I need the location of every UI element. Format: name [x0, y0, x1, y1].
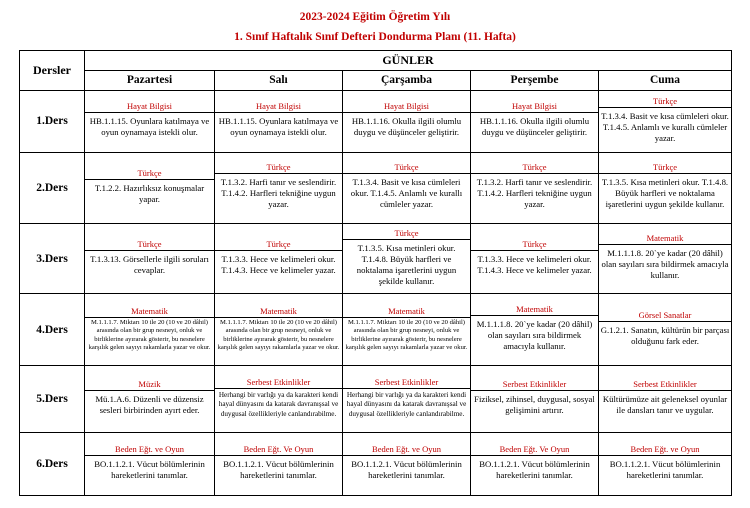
subject-label: Türkçe — [343, 228, 470, 240]
days-header: GÜNLER — [85, 51, 732, 71]
outcome-text: HB.1.1.16. Okulla ilgili olumlu duygu ve düşünceler geliştirir. — [351, 116, 462, 138]
lessons-header: Dersler — [20, 51, 85, 91]
subject-label: Beden Eğt. Ve Oyun — [471, 444, 598, 456]
plan-cell — [471, 432, 599, 495]
subject-label: Serbest Etkinlikler — [471, 379, 598, 391]
day-header-thursday: Perşembe — [471, 70, 599, 90]
subject-label: Türkçe — [215, 239, 342, 251]
plan-cell — [215, 432, 343, 495]
subject-label: Matematik — [343, 306, 470, 318]
plan-cell — [471, 152, 599, 223]
subject-label: Görsel Sanatlar — [599, 310, 731, 322]
plan-cell — [85, 152, 215, 223]
outcome-text: T.1.3.3. Hece ve kelimeleri okur. T.1.4.3. Hece ve kelimeler yazar. — [221, 253, 336, 275]
outcome-text: M.1.1.1.7. Miktarı 10 ile 20 (10 ve 20 dâhil) arasında olan bir grup nesneyi, onluk ve birliklerine ayırarak gösterir, bu nesnelere karşılık gelen sayıyı rakamlarla yazar ve okur. — [345, 318, 468, 352]
subject-label: Türkçe — [471, 239, 598, 251]
plan-cell — [215, 365, 343, 432]
lesson-row-3 — [20, 224, 732, 294]
outcome-text: T.1.3.3. Hece ve kelimeleri okur. T.1.4.3. Hece ve kelimeler yazar. — [477, 253, 592, 275]
subject-label: Hayat Bilgisi — [343, 101, 470, 113]
outcome-text: G.1.2.1. Sanatın, kültürün bir parçası olduğunu fark eder. — [600, 324, 730, 346]
outcome-text: T.1.3.5. Kısa metinleri okur. T.1.4.8. Büyük harfleri ve noktalama işaretlerini uygun şekilde kullanır. — [356, 242, 457, 286]
plan-cell — [343, 294, 471, 365]
document-title: 2023-2024 Eğitim Öğretim Yılı — [299, 11, 451, 23]
subject-label: Serbest Etkinlikler — [599, 379, 731, 391]
outcome-text: T.1.3.5. Kısa metinleri okur. T.1.4.8. Büyük harfleri ve noktalama işaretlerini uygun şekilde kullanır. — [601, 177, 729, 210]
subject-label: Hayat Bilgisi — [471, 101, 598, 113]
lesson-row-5 — [20, 365, 732, 432]
lesson-label: 1.Ders — [20, 90, 85, 152]
subject-label: Türkçe — [343, 162, 470, 174]
outcome-text: BO.1.1.2.1. Vücut bölümlerinin hareketlerini tanımlar. — [479, 458, 590, 480]
lesson-label: 6.Ders — [20, 432, 85, 495]
outcome-text: Herhangi bir varlığı ya da karakteri kendi hayal dünyasını da katarak davranışsal ve duygusal özellikleriyle canlandırabilme. — [218, 390, 339, 418]
subject-label: Matematik — [215, 306, 342, 318]
plan-cell — [215, 152, 343, 223]
outcome-text: T.1.3.2. Harfi tanır ve seslendirir. T.1.4.2. Harfleri tekniğine uygun yazar. — [220, 177, 337, 210]
outcome-text: Herhangi bir varlığı ya da karakteri kendi hayal dünyasını da katarak davranışsal ve duygusal özellikleriyle canlandırabilme. — [346, 390, 467, 418]
plan-cell — [343, 432, 471, 495]
outcome-text: BO.1.1.2.1. Vücut bölümlerinin hareketlerini tanımlar. — [94, 458, 205, 480]
subject-label: Türkçe — [85, 168, 214, 180]
outcome-text: T.1.3.13. Görsellerle ilgili soruları cevaplar. — [90, 253, 209, 275]
subject-label: Beden Eğt. ve Oyun — [343, 444, 470, 456]
subject-label: Serbest Etkinlikler — [343, 377, 470, 389]
lesson-label: 2.Ders — [20, 152, 85, 223]
outcome-text: M.1.1.1.8. 20`ye kadar (20 dâhil) olan sayıları sıra bildirmek amacıyla kullanır. — [601, 248, 729, 281]
day-header-friday: Cuma — [599, 70, 732, 90]
outcome-text: Fiziksel, zihinsel, duygusal, sosyal gelişimini artırır. — [474, 393, 595, 415]
outcome-text: T.1.2.2. Hazırlıksız konuşmalar yapar. — [94, 182, 205, 204]
plan-cell — [85, 90, 215, 152]
outcome-text: T.1.3.2. Harfi tanır ve seslendirir. T.1.4.2. Harfleri tekniğine uygun yazar. — [476, 177, 593, 210]
plan-cell — [343, 224, 471, 294]
day-header-monday: Pazartesi — [85, 70, 215, 90]
subject-label: Türkçe — [215, 162, 342, 174]
subject-label: Matematik — [85, 306, 214, 318]
subject-label: Türkçe — [599, 162, 731, 174]
plan-cell — [85, 224, 215, 294]
plan-cell — [215, 294, 343, 365]
lesson-row-4 — [20, 294, 732, 365]
outcome-text: HB.1.1.16. Okulla ilgili olumlu duygu ve düşünceler geliştirir. — [479, 116, 590, 138]
outcome-text: Mü.1.A.6. Düzenli ve düzensiz sesleri birbirinden ayırt eder. — [95, 393, 204, 415]
subject-label: Matematik — [599, 233, 731, 245]
plan-cell — [85, 432, 215, 495]
subject-label: Müzik — [85, 379, 214, 391]
lesson-row-1 — [20, 90, 732, 152]
outcome-text: Kültürümüze ait geleneksel oyunlar ile dansları tanır ve uygular. — [602, 393, 728, 415]
plan-cell — [85, 365, 215, 432]
lesson-row-6 — [20, 432, 732, 495]
subject-label: Türkçe — [471, 162, 598, 174]
subject-label: Hayat Bilgisi — [215, 101, 342, 113]
day-header-tuesday: Salı — [215, 70, 343, 90]
outcome-text: BO.1.1.2.1. Vücut bölümlerinin hareketlerini tanımlar. — [609, 458, 721, 480]
subject-label: Beden Eğt. Ve Oyun — [215, 444, 342, 456]
weekly-plan-table — [19, 50, 732, 496]
outcome-text: T.1.3.4. Basit ve kısa cümleleri okur. T.1.4.5. Anlamlı ve kurallı cümleler yazar. — [350, 177, 463, 210]
day-header-wednesday: Çarşamba — [343, 70, 471, 90]
plan-cell — [471, 365, 599, 432]
plan-cell — [471, 224, 599, 294]
document-subtitle: 1. Sınıf Haftalık Sınıf Defteri Dondurma Planı (11. Hafta) — [234, 31, 516, 43]
plan-cell — [215, 90, 343, 152]
plan-cell — [343, 90, 471, 152]
outcome-text: M.1.1.1.8. 20`ye kadar (20 dâhil) olan sayıları sıra bildirmek amacıyla kullanır. — [476, 319, 593, 352]
plan-cell — [343, 365, 471, 432]
subject-label: Matematik — [471, 304, 598, 316]
subject-label: Beden Eğt. ve Oyun — [85, 444, 214, 456]
plan-cell — [599, 432, 732, 495]
outcome-text: M.1.1.1.7. Miktarı 10 ile 20 (10 ve 20 dâhil) arasında olan bir grup nesneyi, onluk ve birliklerine ayırarak gösterir, bu nesnelere karşılık gelen sayıyı rakamlarla yazar ve okur. — [217, 318, 340, 352]
outcome-text: HB.1.1.15. Oyunlara katılmaya ve oyun oynamaya istekli olur. — [89, 116, 210, 138]
plan-cell — [215, 224, 343, 294]
plan-cell — [343, 152, 471, 223]
subject-label: Serbest Etkinlikler — [215, 377, 342, 389]
plan-cell — [599, 90, 732, 152]
lesson-label: 3.Ders — [20, 224, 85, 294]
outcome-text: M.1.1.1.7. Miktarı 10 ile 20 (10 ve 20 dâhil) arasında olan bir grup nesneyi, onluk ve birliklerine ayırarak gösterir, bu nesnelere karşılık gelen sayıyı rakamlarla yazar ve okur. — [88, 318, 211, 352]
subject-label: Türkçe — [85, 239, 214, 251]
outcome-text: BO.1.1.2.1. Vücut bölümlerinin hareketlerini tanımlar. — [223, 458, 334, 480]
subject-label: Türkçe — [599, 96, 731, 108]
plan-cell — [599, 365, 732, 432]
lesson-label: 5.Ders — [20, 365, 85, 432]
outcome-text: BO.1.1.2.1. Vücut bölümlerinin hareketlerini tanımlar. — [351, 458, 462, 480]
plan-cell — [599, 294, 732, 365]
plan-cell — [85, 294, 215, 365]
subject-label: Hayat Bilgisi — [85, 101, 214, 113]
lesson-label: 4.Ders — [20, 294, 85, 365]
plan-cell — [599, 224, 732, 294]
subject-label: Beden Eğt. ve Oyun — [599, 444, 731, 456]
plan-cell — [471, 294, 599, 365]
plan-cell — [471, 90, 599, 152]
plan-cell — [599, 152, 732, 223]
outcome-text: HB.1.1.15. Oyunlara katılmaya ve oyun oynamaya istekli olur. — [218, 116, 339, 138]
outcome-text: T.1.3.4. Basit ve kısa cümleleri okur. T.1.4.5. Anlamlı ve kurallı cümleler yazar. — [601, 110, 729, 143]
lesson-row-2 — [20, 152, 732, 223]
